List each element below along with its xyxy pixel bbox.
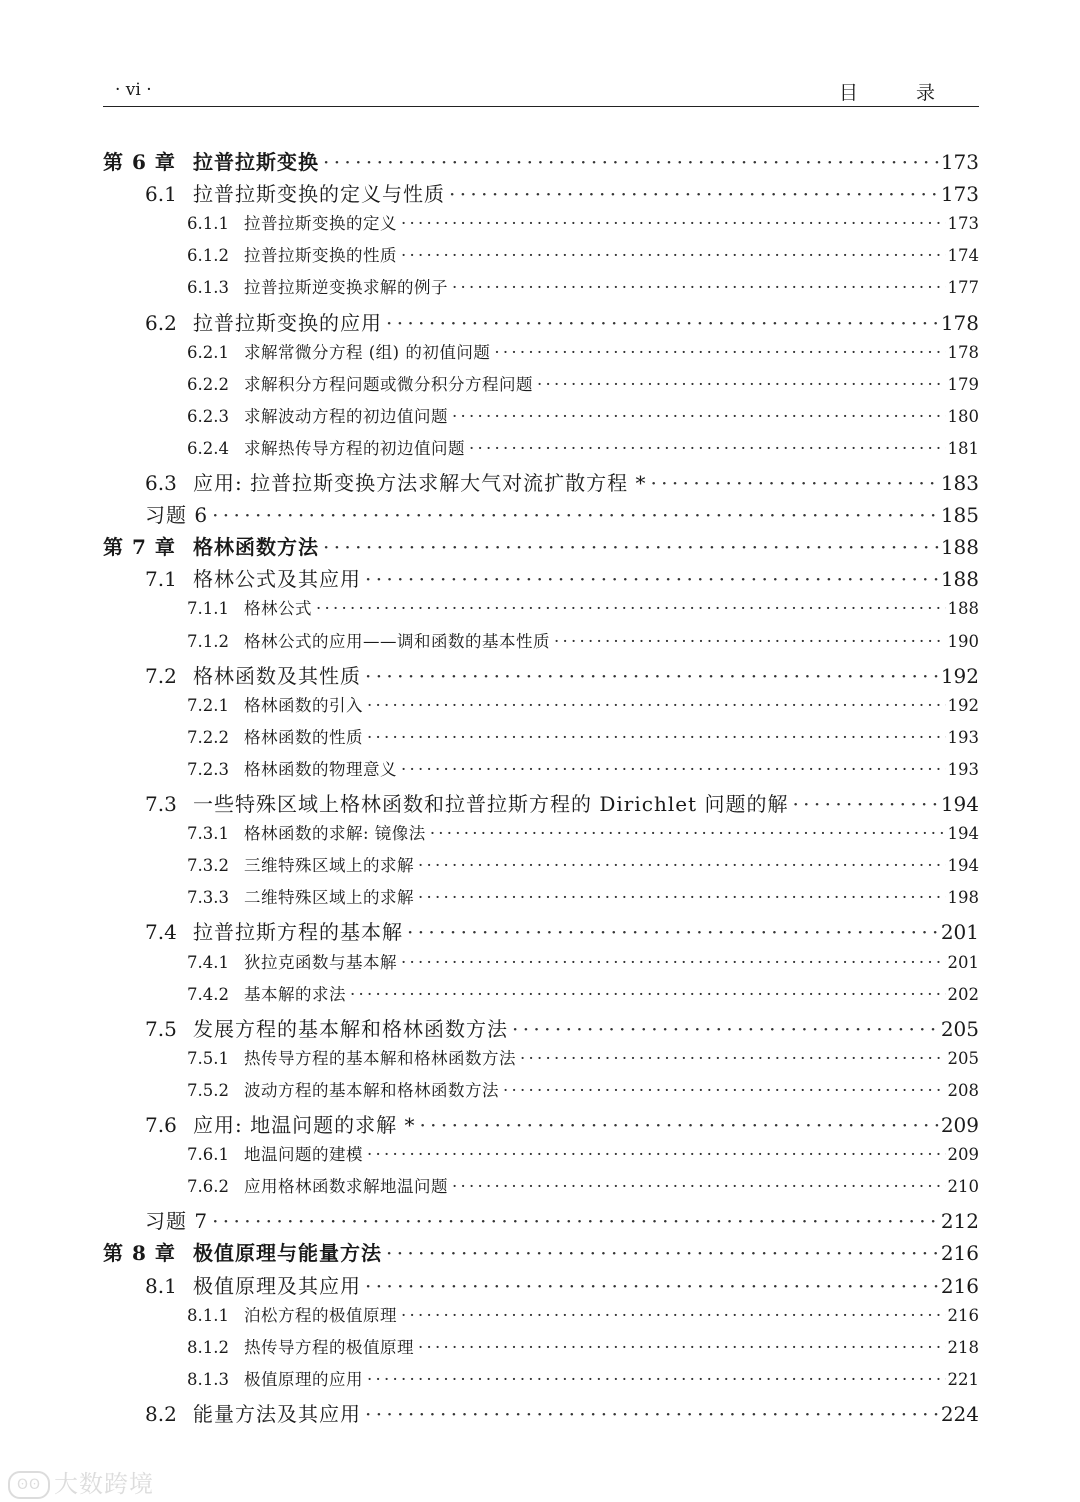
toc-title: 地温问题的建模 bbox=[244, 1145, 363, 1165]
toc-exercises[interactable] bbox=[145, 1205, 979, 1235]
toc-page-number: 192 bbox=[947, 695, 979, 715]
toc-page-number: 178 bbox=[940, 310, 979, 335]
toc-title: 格林公式及其应用 bbox=[193, 567, 361, 592]
dot-leader bbox=[367, 1145, 946, 1164]
toc-chapter[interactable] bbox=[103, 1237, 979, 1267]
dot-leader bbox=[418, 888, 946, 907]
toc-section[interactable] bbox=[145, 307, 979, 337]
toc-number: 7.5.1 bbox=[187, 1048, 229, 1068]
dot-leader bbox=[407, 920, 939, 944]
toc-number: 7.2 bbox=[145, 663, 177, 688]
toc-title: 习题 7 bbox=[145, 1209, 209, 1234]
dot-leader bbox=[323, 535, 939, 559]
toc-title: 格林函数方法 bbox=[193, 535, 319, 560]
toc-subsection[interactable] bbox=[187, 1334, 979, 1362]
toc-title: 应用: 地温问题的求解 * bbox=[193, 1113, 416, 1137]
toc-subsection[interactable] bbox=[187, 756, 979, 784]
toc-number: 8.1.2 bbox=[187, 1337, 229, 1357]
toc-subsection[interactable] bbox=[187, 1366, 979, 1394]
dot-leader bbox=[494, 343, 945, 362]
toc-subsection[interactable] bbox=[187, 210, 979, 238]
toc-number: 6.1 bbox=[145, 182, 177, 207]
toc-page-number: 174 bbox=[947, 246, 979, 266]
toc-subsection[interactable] bbox=[187, 628, 979, 656]
dot-leader bbox=[401, 953, 946, 972]
toc-title: 求解波动方程的初边值问题 bbox=[244, 406, 448, 426]
toc-page-number: 181 bbox=[947, 438, 979, 458]
toc-subsection[interactable] bbox=[187, 371, 979, 399]
toc-page-number: 193 bbox=[947, 727, 979, 747]
toc-page-number: 179 bbox=[947, 374, 979, 394]
toc-number: 8.2 bbox=[145, 1401, 177, 1426]
toc-page-number: 177 bbox=[947, 278, 979, 298]
toc-chapter[interactable] bbox=[103, 146, 979, 176]
toc-number: 7.3.2 bbox=[187, 856, 229, 876]
toc-page-number: 183 bbox=[940, 471, 979, 495]
toc-number: 7.1.1 bbox=[187, 599, 229, 619]
toc-subsection[interactable] bbox=[187, 692, 979, 720]
toc-page-number: 209 bbox=[940, 1113, 979, 1137]
toc-page-number: 205 bbox=[940, 1016, 979, 1041]
toc-page-number: 188 bbox=[947, 599, 979, 619]
dot-leader bbox=[418, 1338, 946, 1357]
toc-page-number: 190 bbox=[947, 631, 979, 651]
toc-number: 7.3.3 bbox=[187, 888, 229, 908]
toc-page-number: 205 bbox=[947, 1048, 979, 1068]
toc-number: 6.3 bbox=[145, 471, 177, 495]
dot-leader bbox=[537, 375, 946, 394]
toc-title: 格林函数的性质 bbox=[244, 727, 363, 747]
toc-subsection[interactable] bbox=[187, 1173, 979, 1201]
toc-title: 格林函数的求解: 镜像法 bbox=[244, 824, 426, 844]
toc-page-number: 212 bbox=[940, 1209, 979, 1234]
toc-title: 应用格林函数求解地温问题 bbox=[244, 1177, 448, 1197]
toc-subsection[interactable] bbox=[187, 852, 979, 880]
toc-number: 7.6.2 bbox=[187, 1177, 229, 1197]
dot-leader bbox=[512, 1017, 939, 1041]
toc-number: 7.3.1 bbox=[187, 824, 229, 844]
toc-title: 三维特殊区域上的求解 bbox=[244, 856, 414, 876]
toc-title: 求解热传导方程的初边值问题 bbox=[244, 438, 465, 458]
toc-page-number: 192 bbox=[940, 663, 979, 688]
dot-leader bbox=[792, 792, 938, 816]
dot-leader bbox=[401, 760, 946, 779]
toc-title: 拉普拉斯变换的定义 bbox=[244, 214, 397, 234]
dot-leader bbox=[386, 311, 939, 335]
toc-title: 拉普拉斯变换的应用 bbox=[193, 310, 382, 335]
toc-title: 应用: 拉普拉斯变换方法求解大气对流扩散方程 * bbox=[193, 471, 647, 495]
toc-title: 发展方程的基本解和格林函数方法 bbox=[193, 1016, 508, 1041]
toc-subsection[interactable] bbox=[187, 274, 979, 302]
toc-number: 第 6 章 bbox=[103, 150, 176, 174]
toc-subsection[interactable] bbox=[187, 724, 979, 752]
toc-title: 热传导方程的基本解和格林函数方法 bbox=[244, 1048, 516, 1068]
dot-leader bbox=[418, 856, 946, 875]
dot-leader bbox=[367, 728, 946, 747]
dot-leader bbox=[452, 278, 946, 297]
watermark-text: 大数跨境 bbox=[54, 1470, 154, 1498]
toc-page-number: 216 bbox=[940, 1241, 979, 1266]
toc-number: 8.1.3 bbox=[187, 1369, 229, 1389]
toc-exercises[interactable] bbox=[145, 499, 979, 529]
toc-title: 格林公式 bbox=[244, 599, 312, 619]
dot-leader bbox=[650, 471, 938, 495]
dot-leader bbox=[401, 214, 946, 233]
toc-page-number: 194 bbox=[947, 824, 979, 844]
toc-section[interactable] bbox=[145, 788, 979, 818]
toc-section[interactable] bbox=[145, 178, 979, 208]
toc-number: 7.4.1 bbox=[187, 952, 229, 972]
dot-leader bbox=[365, 567, 939, 591]
toc-section[interactable] bbox=[145, 916, 979, 946]
dot-leader bbox=[419, 1113, 938, 1137]
toc-number: 7.1 bbox=[145, 567, 177, 592]
toc-number: 6.2.2 bbox=[187, 374, 229, 394]
toc-number: 7.5.2 bbox=[187, 1080, 229, 1100]
toc-number: 7.3 bbox=[145, 792, 177, 816]
page-number: · vi · bbox=[115, 80, 152, 100]
toc-section[interactable] bbox=[145, 1109, 979, 1139]
toc-page-number: 202 bbox=[947, 984, 979, 1004]
toc-page-number: 185 bbox=[940, 503, 979, 528]
dot-leader bbox=[386, 1241, 939, 1265]
toc-page-number: 180 bbox=[947, 406, 979, 426]
toc-page-number: 216 bbox=[940, 1273, 979, 1298]
toc-subsection[interactable] bbox=[187, 595, 979, 623]
eye-logo-icon: ʘʘ bbox=[8, 1471, 50, 1499]
toc-title: 习题 6 bbox=[145, 503, 209, 528]
toc-title: 拉普拉斯逆变换求解的例子 bbox=[244, 278, 448, 298]
toc-subsection[interactable] bbox=[187, 435, 979, 463]
toc-number: 6.2.3 bbox=[187, 406, 229, 426]
toc-title: 狄拉克函数与基本解 bbox=[244, 952, 397, 972]
toc-chapter[interactable] bbox=[103, 531, 979, 561]
dot-leader bbox=[449, 182, 939, 206]
watermark bbox=[8, 1464, 154, 1499]
toc-page-number: 216 bbox=[947, 1305, 979, 1325]
toc-section[interactable] bbox=[145, 1013, 979, 1043]
dot-leader bbox=[520, 1049, 946, 1068]
toc-number: 第 8 章 bbox=[103, 1241, 176, 1266]
toc-subsection[interactable] bbox=[187, 949, 979, 977]
toc-page-number: 194 bbox=[947, 856, 979, 876]
toc-subsection[interactable] bbox=[187, 1302, 979, 1330]
toc-number: 7.4.2 bbox=[187, 984, 229, 1004]
toc-page-number: 210 bbox=[947, 1177, 979, 1197]
toc-number: 6.2.4 bbox=[187, 438, 229, 458]
toc-page-number: 198 bbox=[947, 888, 979, 908]
dot-leader bbox=[316, 599, 946, 618]
toc-title: 拉普拉斯变换的定义与性质 bbox=[193, 182, 445, 207]
toc-number: 7.1.2 bbox=[187, 631, 229, 651]
dot-leader bbox=[401, 246, 946, 265]
dot-leader bbox=[401, 1306, 946, 1325]
toc-page-number: 221 bbox=[947, 1369, 979, 1389]
toc-subsection[interactable] bbox=[187, 884, 979, 912]
toc-page-number: 178 bbox=[947, 342, 979, 362]
toc-page-number: 224 bbox=[940, 1401, 979, 1426]
toc-subsection[interactable] bbox=[187, 1077, 979, 1105]
toc-number: 6.1.1 bbox=[187, 214, 229, 234]
toc-subsection[interactable] bbox=[187, 339, 979, 367]
toc-number: 8.1 bbox=[145, 1273, 177, 1298]
dot-leader bbox=[367, 1370, 946, 1389]
toc-page-number: 188 bbox=[940, 535, 979, 560]
toc-number: 6.2 bbox=[145, 310, 177, 335]
toc-number: 7.2.3 bbox=[187, 759, 229, 779]
toc-number: 7.5 bbox=[145, 1016, 177, 1041]
toc-title: 格林函数的引入 bbox=[244, 695, 363, 715]
toc-page-number: 218 bbox=[947, 1337, 979, 1357]
toc-title: 极值原理及其应用 bbox=[193, 1273, 361, 1298]
toc-title: 格林函数及其性质 bbox=[193, 663, 361, 688]
dot-leader bbox=[365, 1402, 939, 1426]
dot-leader bbox=[212, 503, 939, 527]
toc-title: 拉普拉斯方程的基本解 bbox=[193, 920, 403, 945]
toc-number: 6.2.1 bbox=[187, 342, 229, 362]
toc-title: 格林公式的应用——调和函数的基本性质 bbox=[244, 631, 550, 651]
toc-number: 6.1.3 bbox=[187, 278, 229, 298]
toc-page-number: 201 bbox=[940, 920, 979, 945]
toc-number: 第 7 章 bbox=[103, 535, 176, 560]
toc-page-number: 209 bbox=[947, 1145, 979, 1165]
dot-leader bbox=[503, 1081, 946, 1100]
toc-subsection[interactable] bbox=[187, 242, 979, 270]
toc-title: 二维特殊区域上的求解 bbox=[244, 888, 414, 908]
dot-leader bbox=[469, 439, 946, 458]
toc-title: 热传导方程的极值原理 bbox=[244, 1337, 414, 1357]
toc-title: 拉普拉斯变换 bbox=[193, 150, 319, 174]
dot-leader bbox=[365, 664, 939, 688]
toc-page-number: 201 bbox=[947, 952, 979, 972]
toc-number: 7.4 bbox=[145, 920, 177, 945]
toc-number: 7.6.1 bbox=[187, 1145, 229, 1165]
toc-title: 格林函数的物理意义 bbox=[244, 759, 397, 779]
toc-title: 求解常微分方程 (组) 的初值问题 bbox=[244, 342, 491, 362]
toc-number: 7.2.2 bbox=[187, 727, 229, 747]
toc-number: 8.1.1 bbox=[187, 1305, 229, 1325]
toc-section[interactable] bbox=[145, 1270, 979, 1300]
toc-number: 7.6 bbox=[145, 1113, 177, 1137]
running-title: 目 录 bbox=[838, 82, 961, 104]
toc-page-number: 173 bbox=[940, 150, 979, 174]
toc-page-number: 193 bbox=[947, 759, 979, 779]
toc-title: 波动方程的基本解和格林函数方法 bbox=[244, 1080, 499, 1100]
toc-title: 一些特殊区域上格林函数和拉普拉斯方程的 Dirichlet 问题的解 bbox=[193, 792, 789, 816]
dot-leader bbox=[323, 150, 939, 174]
toc-subsection[interactable] bbox=[187, 820, 979, 848]
toc-page-number: 188 bbox=[940, 567, 979, 592]
dot-leader bbox=[430, 824, 946, 843]
dot-leader bbox=[367, 696, 946, 715]
dot-leader bbox=[212, 1209, 939, 1233]
toc-subsection[interactable] bbox=[187, 403, 979, 431]
toc-number: 6.1.2 bbox=[187, 246, 229, 266]
toc-section[interactable] bbox=[145, 660, 979, 690]
toc-title: 极值原理与能量方法 bbox=[193, 1241, 382, 1266]
toc-section[interactable] bbox=[145, 563, 979, 593]
toc-subsection[interactable] bbox=[187, 1141, 979, 1169]
toc-page-number: 173 bbox=[940, 182, 979, 207]
toc-title: 基本解的求法 bbox=[244, 984, 346, 1004]
dot-leader bbox=[452, 1177, 946, 1196]
toc-section[interactable] bbox=[145, 1398, 979, 1428]
toc-title: 能量方法及其应用 bbox=[193, 1401, 361, 1426]
dot-leader bbox=[554, 632, 946, 651]
toc-section[interactable] bbox=[145, 467, 979, 497]
toc-page-number: 173 bbox=[947, 214, 979, 234]
dot-leader bbox=[365, 1274, 939, 1298]
toc-subsection[interactable] bbox=[187, 981, 979, 1009]
toc-page-number: 194 bbox=[940, 792, 979, 816]
toc-number: 7.2.1 bbox=[187, 695, 229, 715]
toc-title: 求解积分方程问题或微分积分方程问题 bbox=[244, 374, 533, 394]
toc-subsection[interactable] bbox=[187, 1045, 979, 1073]
dot-leader bbox=[350, 985, 946, 1004]
toc-page-number: 208 bbox=[947, 1080, 979, 1100]
toc-title: 极值原理的应用 bbox=[244, 1369, 363, 1389]
toc-title: 拉普拉斯变换的性质 bbox=[244, 246, 397, 266]
dot-leader bbox=[452, 407, 946, 426]
toc-title: 泊松方程的极值原理 bbox=[244, 1305, 397, 1325]
